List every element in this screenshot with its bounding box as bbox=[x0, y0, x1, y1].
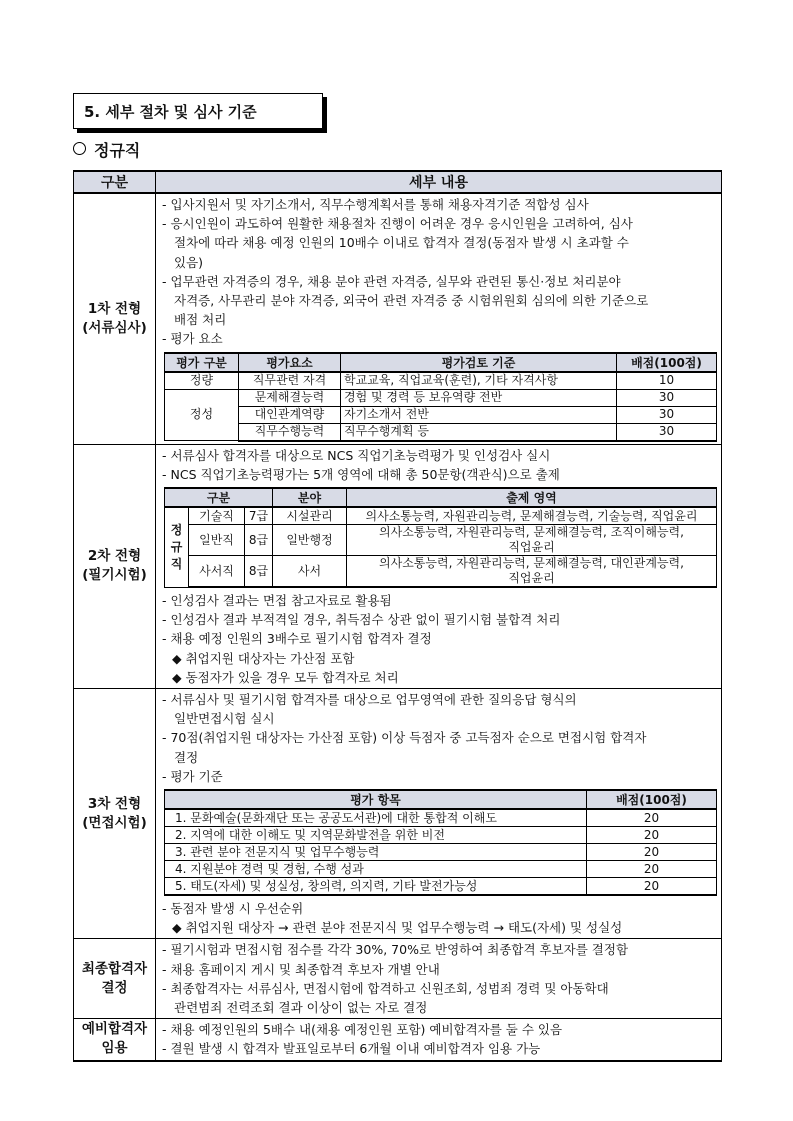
stage3-row bbox=[74, 689, 722, 939]
stage3-bullet: ◆ 취업지원 대상자 → 관련 분야 전문지식 및 업무수행능력 → 태도(자세) 및 성실성 bbox=[172, 920, 623, 936]
stage1-name-line2: (서류심사) bbox=[82, 319, 147, 336]
reserve-content bbox=[156, 1019, 722, 1061]
eval-header: 평가요소 bbox=[239, 353, 341, 372]
stage2-line: - 인성검사 결과 부적격일 경우, 취득점수 상관 없이 필기시험 불합격 처리 bbox=[162, 612, 561, 628]
final-line: - 필기시험과 면접시험 점수를 각각 30%, 70%로 반영하여 최종합격 후보자를 결정함 bbox=[162, 942, 629, 958]
exam-header: 분야 bbox=[273, 488, 347, 507]
exam-area-line: 직업윤리 bbox=[508, 571, 555, 586]
interview-item: 2. 지역에 대한 이해도 및 지역문화발전을 위한 비전 bbox=[165, 827, 587, 844]
exam-header: 구분 bbox=[165, 488, 273, 507]
stage1-line: 절차에 따라 채용 예정 인원의 10배수 이내로 합격자 결정(동점자 발생 시 초과할 수 bbox=[174, 235, 629, 251]
exam-area bbox=[347, 556, 717, 588]
interview-eval-table bbox=[164, 789, 717, 896]
stage1-line: - 평가 요소 bbox=[162, 331, 223, 347]
stage2-bullet: ◆ 동점자가 있을 경우 모두 합격자로 처리 bbox=[172, 669, 399, 685]
exam-grade: 7급 bbox=[245, 507, 273, 525]
stage2-line: - NCS 직업기초능력평가는 5개 영역에 대해 총 50문항(객관식)으로 출제 bbox=[162, 466, 560, 482]
written-exam-table bbox=[164, 487, 717, 588]
stage1-content bbox=[156, 193, 722, 444]
reserve-name bbox=[74, 1019, 156, 1061]
stage1-name bbox=[74, 193, 156, 444]
stage2-line: - 서류심사 합격자를 대상으로 NCS 직업기초능력평가 및 인성검사 실시 bbox=[162, 447, 551, 463]
table-row bbox=[165, 525, 717, 556]
interview-item: 5. 태도(자세) 및 성실성, 창의력, 의지력, 기타 발전가능성 bbox=[165, 878, 587, 896]
table-row bbox=[165, 809, 717, 827]
stage1-line: - 입사지원서 및 자기소개서, 직무수행계획서를 통해 채용자격기준 적합성 심사 bbox=[162, 197, 589, 212]
table-row bbox=[165, 878, 717, 896]
stage2-name bbox=[74, 444, 156, 688]
eval-score: 30 bbox=[617, 406, 717, 423]
interview-score: 20 bbox=[587, 809, 717, 827]
exam-area-line: 직업윤리 bbox=[508, 540, 555, 555]
section-title-box bbox=[73, 93, 323, 129]
final-name bbox=[74, 939, 156, 1019]
stage2-content bbox=[156, 444, 722, 688]
stage3-line: - 동점자 발생 시 우선순위 bbox=[162, 901, 304, 917]
exam-field: 일반행정 bbox=[273, 525, 347, 556]
stage1-line: 자격증, 사무관리 분야 자격증, 외국어 관련 자격증 중 시험위원회 심의에 의한 기준으로 bbox=[174, 293, 649, 309]
exam-header: 출제 영역 bbox=[347, 488, 717, 507]
table-row bbox=[165, 507, 717, 525]
eval-criteria: 자기소개서 전반 bbox=[341, 406, 617, 423]
interview-item: 3. 관련 분야 전문지식 및 업무수행능력 bbox=[165, 844, 587, 861]
exam-area-line: 의사소통능력, 자원관리능력, 문제해결능력, 조직이해능력, bbox=[379, 525, 684, 540]
stage1-line: - 업무관련 자격증의 경우, 채용 분야 관련 자격증, 실무와 관련된 통신·정보 처리분야 bbox=[162, 273, 621, 289]
final-name-line2: 결정 bbox=[101, 979, 128, 996]
table-row bbox=[165, 844, 717, 861]
reserve-line: - 결원 발생 시 합격자 발표일로부터 6개월 이내 예비합격자 임용 가능 bbox=[162, 1041, 541, 1057]
stage2-line: - 채용 예정 인원의 3배수로 필기시험 합격자 결정 bbox=[162, 631, 432, 647]
final-line: 관련범죄 전력조회 결과 이상이 없는 자로 결정 bbox=[174, 1000, 428, 1016]
stage3-line: - 70점(취업지원 대상자는 가산점 포함) 이상 득점자 중 고득점자 순으로 면접시험 합격자 bbox=[162, 730, 647, 746]
table-row bbox=[165, 423, 717, 441]
stage3-line: - 서류심사 및 필기시험 합격자를 대상으로 업무영역에 관한 질의응답 형식의 bbox=[162, 692, 577, 708]
eval-score: 30 bbox=[617, 389, 717, 406]
interview-score: 20 bbox=[587, 844, 717, 861]
subheading bbox=[73, 138, 140, 161]
exam-group bbox=[165, 507, 189, 587]
exam-job: 사서직 bbox=[189, 556, 245, 588]
eval-item: 대인관계역량 bbox=[239, 406, 341, 423]
interview-header: 배점(100점) bbox=[587, 790, 717, 809]
stage2-bullet: ◆ 취업지원 대상자는 가산점 포함 bbox=[172, 650, 355, 666]
eval-score: 30 bbox=[617, 423, 717, 441]
interview-item: 1. 문화예술(문화재단 또는 공공도서관)에 대한 통합적 이해도 bbox=[165, 809, 587, 827]
interview-header: 평가 항목 bbox=[165, 790, 587, 809]
eval-item: 직무관련 자격 bbox=[239, 372, 341, 390]
table-row bbox=[165, 406, 717, 423]
header-detail: 세부 내용 bbox=[156, 171, 722, 193]
stage1-name-line1: 1차 전형 bbox=[87, 300, 142, 317]
eval-group-quant: 정량 bbox=[165, 372, 239, 390]
interview-item: 4. 지원분야 경력 및 경험, 수행 성과 bbox=[165, 861, 587, 878]
eval-item: 문제해결능력 bbox=[239, 389, 341, 406]
final-line: - 최종합격자는 서류심사, 면접시험에 합격하고 신원조회, 성범죄 경력 및 아동학대 bbox=[162, 980, 609, 996]
exam-group-char: 직 bbox=[170, 556, 183, 571]
table-row bbox=[165, 556, 717, 588]
reserve-line: - 채용 예정인원의 5배수 내(채용 예정인원 포함) 예비합격자를 둘 수 있음 bbox=[162, 1022, 563, 1038]
interview-score: 20 bbox=[587, 878, 717, 896]
reserve-name-line2: 임용 bbox=[101, 1040, 128, 1057]
exam-group-char: 정 bbox=[170, 522, 183, 537]
stage3-name bbox=[74, 689, 156, 939]
stage1-line: 있음) bbox=[174, 254, 204, 270]
procedure-table-header bbox=[74, 171, 722, 193]
stage2-name-line2: (필기시험) bbox=[82, 567, 147, 584]
reserve-row bbox=[74, 1019, 722, 1061]
table-row bbox=[165, 861, 717, 878]
exam-grade: 8급 bbox=[245, 525, 273, 556]
stage1-line: 배점 처리 bbox=[174, 312, 227, 328]
eval-group-qual: 정성 bbox=[165, 389, 239, 441]
stage2-name-line1: 2차 전형 bbox=[87, 548, 142, 565]
stage3-name-line1: 3차 전형 bbox=[87, 795, 142, 812]
eval-score: 10 bbox=[617, 372, 717, 390]
exam-group-char: 규 bbox=[170, 539, 183, 554]
exam-grade: 8급 bbox=[245, 556, 273, 588]
exam-area bbox=[347, 525, 717, 556]
table-row bbox=[165, 372, 717, 390]
eval-criteria: 경험 및 경력 등 보유역량 전반 bbox=[341, 389, 617, 406]
exam-job: 기술직 bbox=[189, 507, 245, 525]
section-title: 5. 세부 절차 및 심사 기준 bbox=[84, 103, 257, 121]
exam-field: 사서 bbox=[273, 556, 347, 588]
stage1-row bbox=[74, 193, 722, 444]
procedure-table bbox=[73, 170, 722, 1062]
eval-criteria: 직무수행계획 등 bbox=[341, 423, 617, 441]
final-line: - 채용 홈페이지 게시 및 최종합격 후보자 개별 안내 bbox=[162, 961, 440, 977]
stage3-content bbox=[156, 689, 722, 939]
reserve-name-line1: 예비합격자 bbox=[81, 1021, 148, 1038]
interview-score: 20 bbox=[587, 827, 717, 844]
stage2-line: - 인성검사 결과는 면접 참고자료로 활용됨 bbox=[162, 593, 392, 609]
stage3-line: 일반면접시험 실시 bbox=[174, 711, 275, 727]
final-name-line1: 최종합격자 bbox=[81, 960, 148, 977]
subheading-text: 정규직 bbox=[94, 141, 141, 160]
exam-field: 시설관리 bbox=[273, 507, 347, 525]
stage2-row bbox=[74, 444, 722, 688]
exam-job: 일반직 bbox=[189, 525, 245, 556]
table-row bbox=[165, 389, 717, 406]
eval-criteria: 학교교육, 직업교육(훈련), 기타 자격사항 bbox=[341, 372, 617, 390]
interview-score: 20 bbox=[587, 861, 717, 878]
header-category: 구분 bbox=[74, 171, 156, 193]
exam-area-line: 의사소통능력, 자원관리능력, 문제해결능력, 대인관계능력, bbox=[379, 556, 684, 571]
eval-item: 직무수행능력 bbox=[239, 423, 341, 441]
exam-area: 의사소통능력, 자원관리능력, 문제해결능력, 기술능력, 직업윤리 bbox=[347, 507, 717, 525]
stage3-line: - 평가 기준 bbox=[162, 768, 223, 784]
stage3-line: 결정 bbox=[174, 749, 199, 765]
document-eval-table bbox=[164, 352, 717, 442]
eval-header: 배점(100점) bbox=[617, 353, 717, 372]
eval-header: 평가검토 기준 bbox=[341, 353, 617, 372]
table-row bbox=[165, 827, 717, 844]
stage1-line: - 응시인원이 과도하여 원활한 채용절차 진행이 어려운 경우 응시인원을 고려하여, 심사 bbox=[162, 216, 633, 232]
final-content bbox=[156, 939, 722, 1019]
circle-bullet-icon bbox=[73, 142, 86, 155]
final-row bbox=[74, 939, 722, 1019]
stage3-name-line2: (면접시험) bbox=[82, 814, 147, 831]
eval-header: 평가 구분 bbox=[165, 353, 239, 372]
